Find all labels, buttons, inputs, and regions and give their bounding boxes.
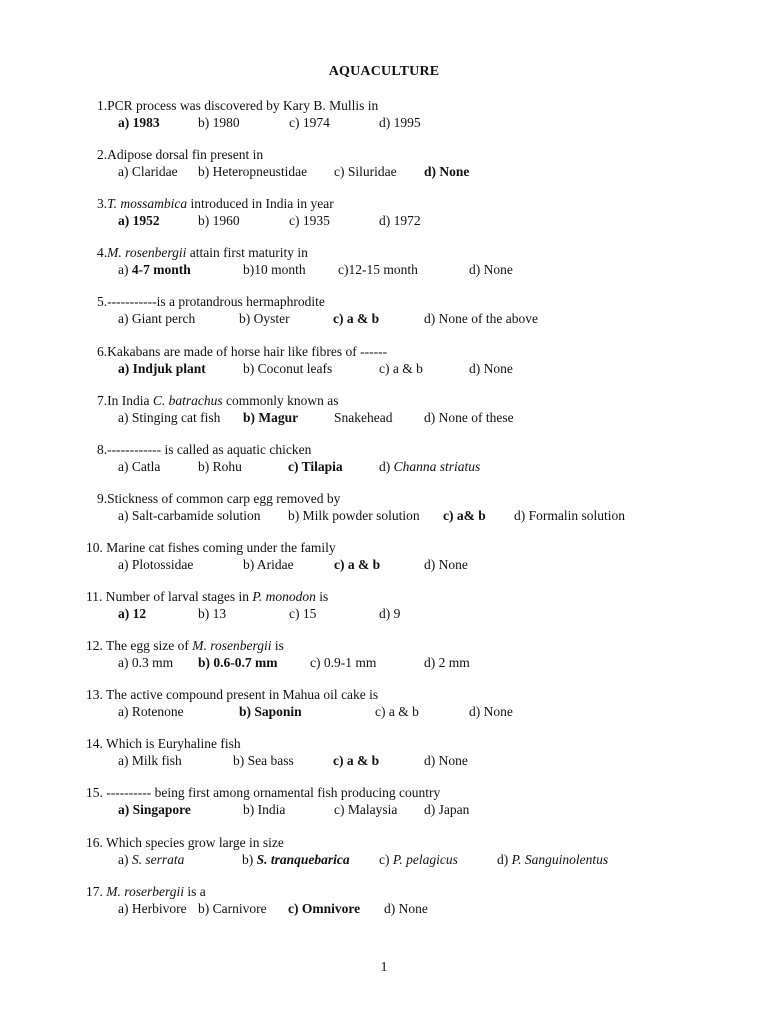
question-15 <box>0 785 768 825</box>
question-8 <box>0 442 768 482</box>
question-1 <box>0 98 768 138</box>
question-5-option-d <box>424 311 538 327</box>
question-15-stem-run: 15. ---------- being first among ornamental fish producing country <box>86 785 441 801</box>
question-12-option-d-run: d) 2 mm <box>424 655 470 671</box>
question-7-option-d <box>424 410 514 426</box>
question-16-option-d-run: d) <box>497 851 512 867</box>
question-3-option-d <box>379 213 421 229</box>
question-17 <box>0 884 768 924</box>
question-9 <box>0 491 768 531</box>
question-11-option-c <box>289 606 316 622</box>
question-3-stem-run: T. mossambica <box>107 196 188 212</box>
question-16-option-c <box>379 852 458 868</box>
question-4-option-d <box>469 262 513 278</box>
question-16-option-c-run: c) <box>379 851 393 867</box>
question-4-option-a <box>118 262 191 278</box>
question-17-stem <box>86 884 206 900</box>
question-15-option-b <box>243 802 285 818</box>
question-12-option-c-run: c) 0.9-1 mm <box>310 655 377 671</box>
question-4-stem-run: attain first maturity in <box>186 245 308 261</box>
question-17-option-b-run: b) Carnivore <box>198 900 267 916</box>
question-2-option-d <box>424 164 469 180</box>
question-13-option-a <box>118 704 184 720</box>
question-2 <box>0 147 768 187</box>
question-6-stem-run: 6.Kakabans are made of horse hair like fibres of ------ <box>97 343 388 359</box>
question-13-option-b-run: b) Saponin <box>239 704 302 720</box>
question-4-stem-run: 4. <box>97 245 108 261</box>
question-2-option-a-run: a) Claridae <box>118 164 178 180</box>
question-4-option-c <box>338 262 418 278</box>
question-5-stem-run: 5.-----------is a protandrous hermaphrodite <box>97 294 325 310</box>
question-8-option-c <box>288 459 343 475</box>
question-14-option-c-run: c) a & b <box>333 753 380 769</box>
question-11-stem-run: is <box>315 589 329 604</box>
question-6-option-d <box>469 361 513 377</box>
question-14-option-b-run: b) Sea bass <box>233 753 294 769</box>
question-16-option-b-run: S. tranquebarica <box>256 851 350 867</box>
question-3-option-d-run: d) 1972 <box>379 213 421 229</box>
question-1-option-d-run: d) 1995 <box>379 115 421 130</box>
question-10-option-b-run: b) Aridae <box>243 556 294 572</box>
question-16-option-b-run: b) <box>242 851 257 867</box>
question-9-option-a-run: a) Salt-carbamide solution <box>118 507 261 523</box>
question-13-option-c <box>375 704 419 720</box>
question-10-option-b <box>243 557 294 573</box>
question-9-option-b <box>288 508 420 524</box>
question-4-stem-run: M. rosenbergii <box>107 245 187 261</box>
question-15-option-a <box>118 802 191 818</box>
question-7-option-d-run: d) None of these <box>424 409 514 425</box>
question-6 <box>0 344 768 384</box>
question-4-option-c-run: c)12-15 month <box>338 262 418 278</box>
question-7-option-b-run: b) Magur <box>243 409 299 425</box>
document-title: AQUACULTURE <box>328 64 440 79</box>
question-5-stem <box>97 294 325 310</box>
question-5-option-a-run: a) Giant perch <box>118 311 196 327</box>
question-10-option-d <box>424 557 468 573</box>
question-15-option-d <box>424 802 469 818</box>
question-14-option-d <box>424 753 468 769</box>
question-14-stem-run: 14. Which is Euryhaline fish <box>86 736 241 752</box>
question-17-option-a <box>118 901 187 917</box>
question-8-stem <box>97 442 311 458</box>
question-3-option-a <box>118 213 160 229</box>
question-7-option-a <box>118 410 220 426</box>
question-2-option-c <box>334 164 397 180</box>
question-10-stem <box>86 540 336 556</box>
question-6-option-a-run: a) Indjuk plant <box>118 360 206 376</box>
question-10-option-d-run: d) None <box>424 556 468 572</box>
question-2-stem-run: 2.Adipose dorsal fin present in <box>97 147 264 163</box>
question-1-option-b <box>198 115 240 131</box>
question-3-stem-run: 3. <box>97 196 108 212</box>
question-11-stem-run: 11. Number of larval stages in <box>86 589 253 604</box>
question-9-option-c <box>443 508 486 524</box>
question-6-option-c <box>379 361 423 377</box>
question-4 <box>0 245 768 285</box>
question-5-option-c <box>333 311 379 327</box>
question-10-option-a-run: a) Plotossidae <box>118 556 194 572</box>
question-8-option-d-run: d) <box>379 458 394 474</box>
question-12-option-b-run: b) 0.6-0.7 mm <box>198 655 278 671</box>
question-6-option-b-run: b) Coconut leafs <box>243 360 333 376</box>
question-8-option-c-run: c) Tilapia <box>288 458 343 474</box>
page-number: 1 <box>380 960 388 975</box>
question-16-option-a-run: a) <box>118 851 132 867</box>
question-6-option-c-run: c) a & b <box>379 360 423 376</box>
question-1-option-c-run: c) 1974 <box>289 115 330 130</box>
question-1-option-a <box>118 115 160 131</box>
question-14-option-a-run: a) Milk fish <box>118 753 182 769</box>
question-13-stem <box>86 687 378 703</box>
question-13-option-d-run: d) None <box>469 704 513 720</box>
question-8-option-d <box>379 459 480 475</box>
question-13-option-d <box>469 704 513 720</box>
question-9-option-c-run: c) a& b <box>443 507 486 523</box>
question-11-stem-run: P. monodon <box>252 589 316 604</box>
question-10-stem-run: 10. Marine cat fishes coming under the family <box>86 539 336 555</box>
question-16-option-d-run: P. Sanguinolentus <box>511 851 609 867</box>
question-17-option-d-run: d) None <box>384 900 428 916</box>
question-6-option-a <box>118 361 206 377</box>
question-13-option-b <box>239 704 302 720</box>
question-11-option-d-run: d) 9 <box>379 606 401 621</box>
question-15-stem <box>86 785 440 801</box>
question-12-stem <box>86 638 284 654</box>
question-13-stem-run: 13. The active compound present in Mahua oil cake is <box>86 687 379 703</box>
question-2-option-d-run: d) None <box>424 164 470 180</box>
question-9-option-d-run: d) Formalin solution <box>514 507 625 523</box>
question-3-option-b-run: b) 1960 <box>198 213 240 229</box>
question-7-option-b <box>243 410 298 426</box>
question-5 <box>0 294 768 334</box>
question-1-option-b-run: b) 1980 <box>198 115 240 130</box>
question-2-option-c-run: c) Siluridae <box>334 164 397 180</box>
question-7-stem-run: commonly known as <box>222 392 339 408</box>
question-5-option-d-run: d) None of the above <box>424 311 538 327</box>
question-11-option-d <box>379 606 400 622</box>
question-2-option-a <box>118 164 178 180</box>
question-16-option-a-run: S. serrata <box>131 851 185 867</box>
question-3-option-c-run: c) 1935 <box>289 213 330 229</box>
question-5-option-a <box>118 311 195 327</box>
question-13 <box>0 687 768 727</box>
question-10-option-c-run: c) a & b <box>334 556 381 572</box>
question-1-stem <box>97 98 378 114</box>
question-12-option-c <box>310 655 376 671</box>
question-7-option-a-run: a) Stinging cat fish <box>118 409 221 425</box>
question-2-stem <box>97 147 263 163</box>
question-14-stem <box>86 736 241 752</box>
question-8-option-a-run: a) Catla <box>118 458 161 474</box>
question-15-option-b-run: b) India <box>243 802 286 818</box>
question-9-option-b-run: b) Milk powder solution <box>288 507 420 523</box>
question-7 <box>0 393 768 433</box>
question-6-stem <box>97 344 387 360</box>
question-14-option-b <box>233 753 294 769</box>
question-8-stem-run: 8.------------ is called as aquatic chicken <box>97 441 312 457</box>
question-13-option-c-run: c) a & b <box>375 704 419 720</box>
question-5-option-c-run: c) a & b <box>333 311 380 327</box>
question-10-option-c <box>334 557 380 573</box>
question-7-stem-run: 7.In India <box>97 392 153 408</box>
question-2-option-b-run: b) Heteropneustidae <box>198 164 308 180</box>
question-17-option-d <box>384 901 428 917</box>
question-3-stem-run: introduced in India in year <box>187 196 334 212</box>
question-15-option-c <box>334 802 397 818</box>
question-14 <box>0 736 768 776</box>
question-17-stem-run: 17. <box>86 883 107 899</box>
question-17-option-c <box>288 901 360 917</box>
question-9-option-d <box>514 508 625 524</box>
question-6-option-d-run: d) None <box>469 360 513 376</box>
question-12-option-b <box>198 655 278 671</box>
question-14-option-d-run: d) None <box>424 753 468 769</box>
question-1-option-d <box>379 115 421 131</box>
question-3 <box>0 196 768 236</box>
question-1-stem-run: 1.PCR process was discovered by Kary B. Mullis in <box>97 98 379 113</box>
question-16-option-c-run: P. pelagicus <box>392 851 458 867</box>
question-1-option-a-run: a) 1983 <box>118 115 160 130</box>
question-4-option-d-run: d) None <box>469 262 513 278</box>
question-11-option-a <box>118 606 146 622</box>
question-16-option-d <box>497 852 608 868</box>
question-5-option-b-run: b) Oyster <box>239 311 290 327</box>
question-3-stem <box>97 196 334 212</box>
question-16 <box>0 835 768 875</box>
question-12-stem-run: M. rosenbergii <box>192 638 272 654</box>
question-8-option-d-run: Channa striatus <box>393 458 481 474</box>
question-9-stem-run: 9.Stickness of common carp egg removed by <box>97 490 341 506</box>
question-12-stem-run: 12. The egg size of <box>86 638 193 654</box>
question-4-option-b-run: b)10 month <box>243 262 306 278</box>
question-5-option-b <box>239 311 290 327</box>
question-6-option-b <box>243 361 332 377</box>
question-12-option-d <box>424 655 470 671</box>
question-4-stem <box>97 245 308 261</box>
question-10 <box>0 540 768 580</box>
question-16-option-b <box>242 852 350 868</box>
question-1-option-c <box>289 115 330 131</box>
question-7-stem-run: C. batrachus <box>152 392 223 408</box>
question-11-option-b-run: b) 13 <box>198 606 227 621</box>
question-17-stem-run: is a <box>184 883 206 899</box>
question-17-option-a-run: a) Herbivore <box>118 900 187 916</box>
question-8-option-a <box>118 459 160 475</box>
question-7-option-c-run: Snakehead <box>334 409 393 425</box>
question-14-option-a <box>118 753 182 769</box>
question-14-option-c <box>333 753 379 769</box>
question-9-option-a <box>118 508 260 524</box>
question-7-option-c <box>334 410 392 426</box>
question-10-option-a <box>118 557 193 573</box>
question-13-option-a-run: a) Rotenone <box>118 704 184 720</box>
question-12-option-a-run: a) 0.3 mm <box>118 655 174 671</box>
question-4-option-b <box>243 262 306 278</box>
question-8-option-b-run: b) Rohu <box>198 458 242 474</box>
question-8-option-b <box>198 459 242 475</box>
question-17-option-c-run: c) Omnivore <box>288 900 361 916</box>
question-15-option-d-run: d) Japan <box>424 802 470 818</box>
question-9-stem <box>97 491 340 507</box>
question-16-stem-run: 16. Which species grow large in size <box>86 834 284 850</box>
question-4-option-a-run: 4-7 month <box>131 262 191 278</box>
question-12 <box>0 638 768 678</box>
question-15-option-a-run: a) Singapore <box>118 802 191 818</box>
question-16-option-a <box>118 852 184 868</box>
question-11-option-b <box>198 606 226 622</box>
question-3-option-b <box>198 213 240 229</box>
question-17-stem-run: M. roserbergii <box>106 883 184 899</box>
question-12-option-a <box>118 655 173 671</box>
question-15-option-c-run: c) Malaysia <box>334 802 398 818</box>
question-11 <box>0 589 768 629</box>
question-11-option-c-run: c) 15 <box>289 606 317 621</box>
question-2-option-b <box>198 164 307 180</box>
question-4-option-a-run: a) <box>118 262 132 278</box>
question-7-stem <box>97 393 339 409</box>
question-12-stem-run: is <box>271 638 284 654</box>
question-11-option-a-run: a) 12 <box>118 606 147 621</box>
question-3-option-a-run: a) 1952 <box>118 213 160 229</box>
question-11-stem <box>86 589 328 605</box>
question-3-option-c <box>289 213 330 229</box>
question-16-stem <box>86 835 284 851</box>
question-17-option-b <box>198 901 267 917</box>
